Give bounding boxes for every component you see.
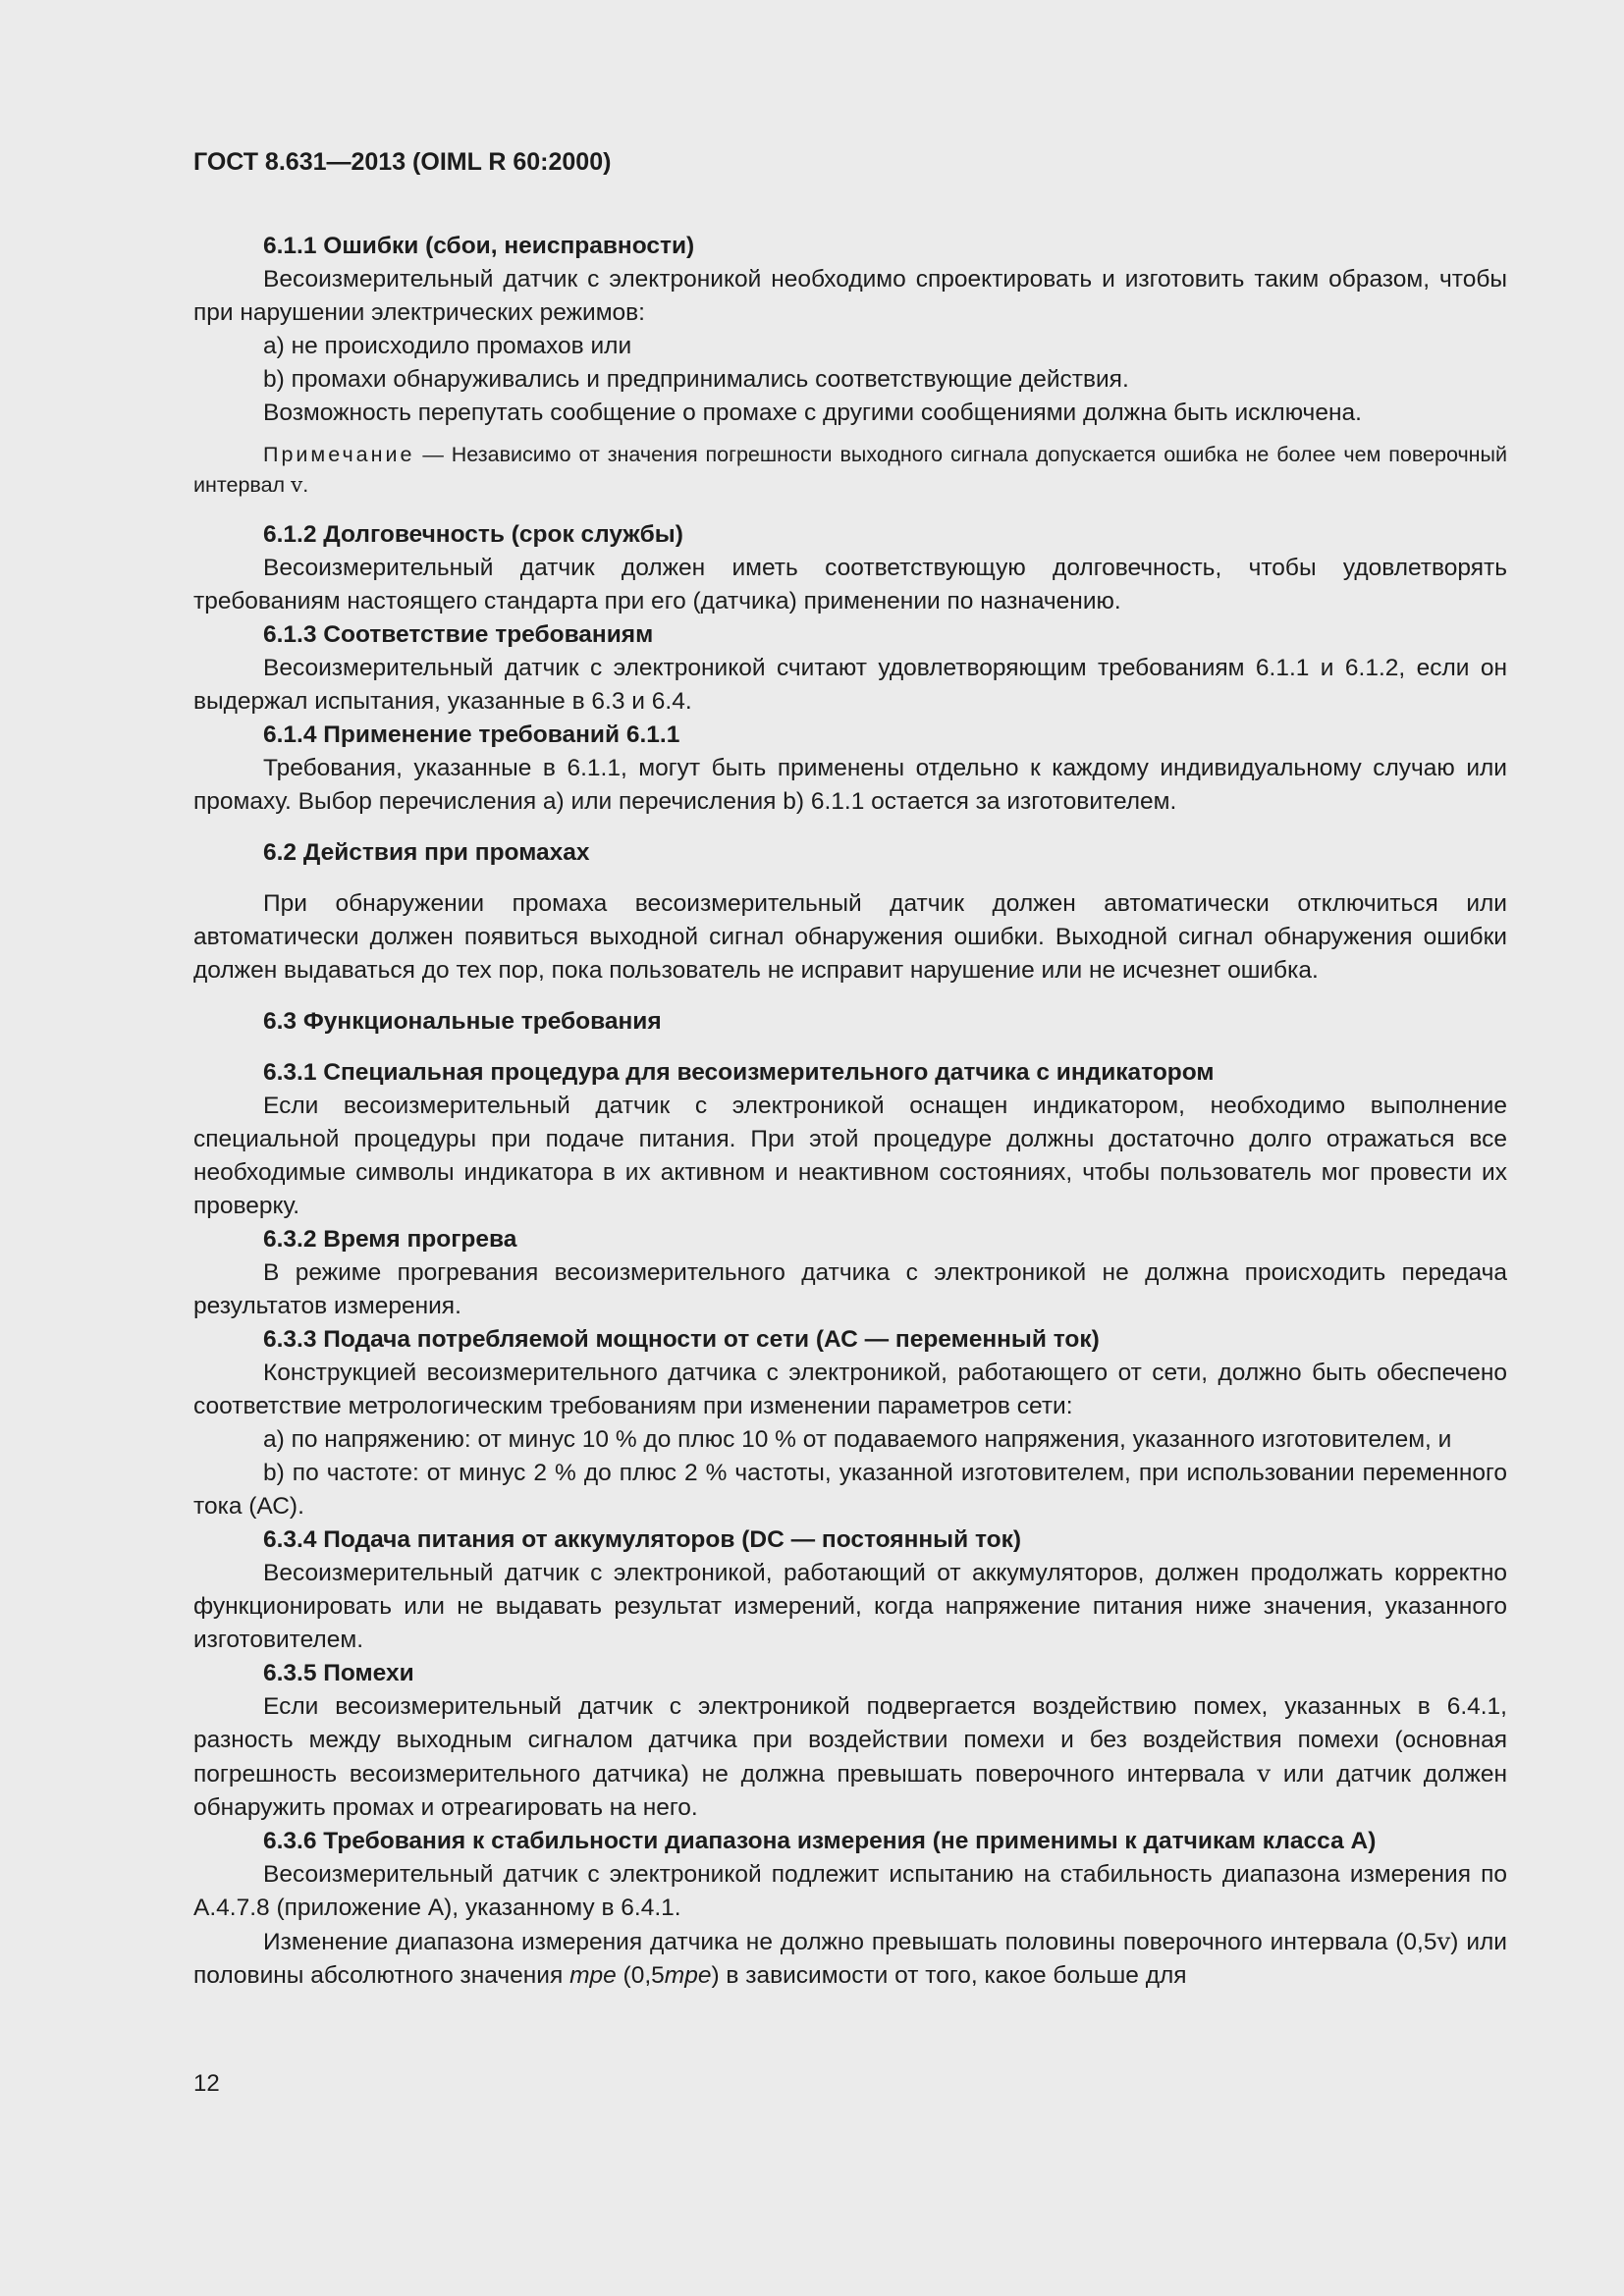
section-6-1-2-title: 6.1.2 Долговечность (срок службы) [263,521,683,548]
v-symbol: v [1257,1759,1272,1788]
section-6-3-2-paragraph: В режиме прогревания весоизмерительного датчика с электроникой не должна происходить передача результатов измерения. [193,1259,1507,1319]
section-6-3-6-paragraph-2 [193,1925,1507,1993]
text-run: Если весоизмерительный датчик с электроникой подвергается воздействию помех, указанных в 6.4.1, разность между выходным сигналом датчика при воздействии помехи и без воздействия помехи (основная погрешность весоизмерительного датчика) не должна превышать поверочного интервала [193,1693,1507,1788]
section-6-1-1-paragraph-2: Возможность перепутать сообщение о промахе с другими сообщениями должна быть исключена. [263,400,1362,426]
note-symbol: v [291,473,303,498]
section-6-1-4-paragraph: Требования, указанные в 6.1.1, могут быть применены отдельно к каждому индивидуальному случаю или промаху. Выбор перечисления а) или перечисления b) 6.1.1 остается за изготовителем. [193,755,1507,815]
list-item-b: b) по частоте: от минус 2 % до плюс 2 % частоты, указанной изготовителем, при использовании переменного тока (АС). [193,1460,1507,1520]
text-run: ) или половины абсолютного значения [193,1929,1507,1989]
list-item-b: b) промахи обнаруживались и предпринимались соответствующие действия. [263,366,1129,393]
section-6-2-paragraph: При обнаружении промаха весоизмерительный датчик должен автоматически отключиться или автоматически должен появиться выходной сигнал обнаружения ошибки. Выходной сигнал обнаружения ошибки должен выдаваться до тех пор, пока пользователь не исправит нарушение или не исчезнет ошибка. [193,890,1507,984]
note-end: . [302,473,309,497]
section-6-3-2-title: 6.3.2 Время прогрева [263,1226,517,1253]
section-6-3-6-paragraph: Весоизмерительный датчик с электроникой подлежит испытанию на стабильность диапазона измерения по А.4.7.8 (приложение А), указанному в 6.4.1. [193,1861,1507,1921]
section-6-1-1-title: 6.1.1 Ошибки (сбои, неисправности) [263,233,695,259]
section-6-3-4-paragraph: Весоизмерительный датчик с электроникой, работающий от аккумуляторов, должен продолжать корректно функционировать или не выдавать результат измерений, когда напряжение питания ниже значения, указанного изготовителем. [193,1560,1507,1653]
text-run: ) в зависимости от того, какое больше для [711,1962,1187,1989]
page-number: 12 [193,2070,220,2097]
note [193,440,1507,501]
text-run: Изменение диапазона измерения датчика не должно превышать половины поверочного интервала (0,5 [263,1929,1437,1955]
document-header: ГОСТ 8.631—2013 (OIML R 60:2000) [193,148,612,176]
section-6-3-1-title: 6.3.1 Специальная процедура для весоизмерительного датчика с индикатором [263,1059,1215,1086]
section-6-1-4-title: 6.1.4 Применение требований 6.1.1 [263,721,680,748]
section-6-3-title: 6.3 Функциональные требования [263,1008,662,1035]
section-6-3-1-paragraph: Если весоизмерительный датчик с электроникой оснащен индикатором, необходимо выполнение специальной процедуры при подаче питания. При этой процедуре должны достаточно долго отражаться все необходимые символы индикатора в их активном и неактивном состояниях, чтобы пользователь мог провести их проверку. [193,1093,1507,1219]
section-6-1-1-paragraph: Весоизмерительный датчик с электроникой необходимо спроектировать и изготовить таким образом, чтобы при нарушении электрических режимов: [193,266,1507,326]
section-6-3-4-title: 6.3.4 Подача питания от аккумуляторов (DC — постоянный ток) [263,1526,1022,1553]
note-label: Примечание [263,443,415,466]
mpe-symbol: mpe [569,1962,617,1989]
text-run: или датчик должен обнаружить промах и отреагировать на него. [193,1761,1507,1821]
section-6-3-5-title: 6.3.5 Помехи [263,1660,414,1686]
v-symbol: v [1436,1927,1451,1955]
note-text: — Независимо от значения погрешности выходного сигнала допускается ошибка не более чем поверочный интервал [193,443,1507,497]
section-6-1-3-paragraph: Весоизмерительный датчик с электроникой считают удовлетворяющим требованиям 6.1.1 и 6.1.2, если он выдержал испытания, указанные в 6.3 и 6.4. [193,655,1507,715]
section-6-1-2-paragraph: Весоизмерительный датчик должен иметь соответствующую долговечность, чтобы удовлетворять требованиям настоящего стандарта при его (датчика) применении по назначению. [193,555,1507,614]
section-6-2-title: 6.2 Действия при промахах [263,839,590,866]
section-6-3-6-title: 6.3.6 Требования к стабильности диапазона измерения (не применимы к датчикам класса А) [263,1828,1377,1854]
section-6-3-3-title: 6.3.3 Подача потребляемой мощности от сети (АС — переменный ток) [263,1326,1100,1353]
section-6-1-3-title: 6.1.3 Соответствие требованиям [263,621,654,648]
list-item-a: а) по напряжению: от минус 10 % до плюс 10 % от подаваемого напряжения, указанного изготовителем, и [263,1426,1452,1453]
section-6-3-3-paragraph: Конструкцией весоизмерительного датчика с электроникой, работающего от сети, должно быть обеспечено соответствие метрологическим требованиям при изменении параметров сети: [193,1360,1507,1419]
list-item-a: а) не происходило промахов или [263,333,632,359]
text-run: (0,5 [616,1962,665,1989]
document-page [193,145,1507,1993]
section-6-3-5-paragraph [193,1690,1507,1825]
mpe-symbol: mpe [664,1962,712,1989]
